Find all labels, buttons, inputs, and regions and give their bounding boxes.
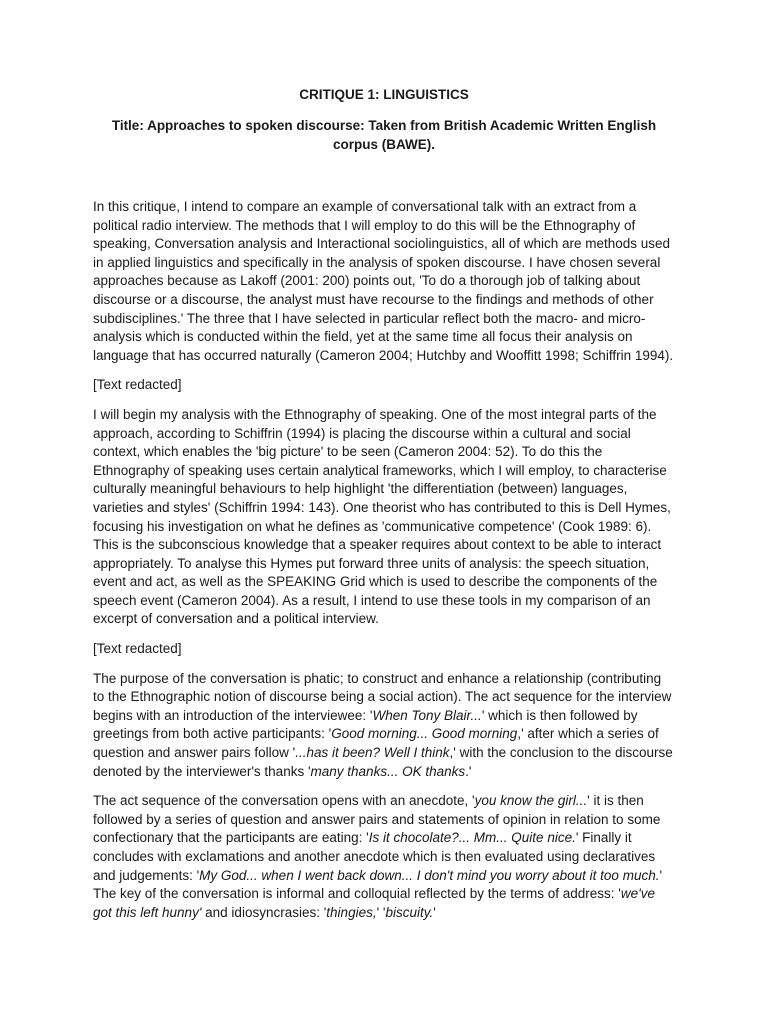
quote-italic: My God... when I went back down... I don't mind you worry about it too much.: [199, 867, 660, 883]
quote-italic: When Tony Blair...: [372, 707, 482, 723]
text-run: ' The key of the conversation is informal and colloquial reflected by the terms of address: ': [93, 867, 663, 902]
text-run: ' which is then followed by greetings from both active participants: ': [93, 707, 638, 742]
redacted-notice: [Text redacted]: [93, 641, 182, 657]
quote-italic: Is it chocolate?... Mm... Quite nice.: [368, 830, 576, 846]
text-run: ,' with the conclusion to the discourse denoted by the interviewer's thanks ': [93, 745, 673, 779]
text-run: The act sequence of the conversation opens with an anecdote, ': [93, 793, 475, 809]
text-run: ': [433, 904, 436, 920]
paragraph-interview-act-sequence: [93, 670, 675, 782]
text-run: ' it is then followed by a series of question and answer pairs and statements of opinion in relation to some confectionary that the participants are eating: ': [93, 793, 661, 846]
document-title: Title: Approaches to spoken discourse: Taken from British Academic Written English corpus (BAWE).: [111, 118, 657, 152]
paragraph-conversation-act-sequence: [93, 792, 675, 922]
text-run: ,' after which a series of question and answer pairs follow ': [93, 726, 659, 761]
redacted-notice: [Text redacted]: [93, 377, 182, 393]
document-heading: CRITIQUE 1: LINGUISTICS: [299, 87, 469, 102]
paragraph-ethnography: I will begin my analysis with the Ethnography of speaking. One of the most integral parts of the approach, according to Schiffrin (1994) is placing the discourse within a cultural and social context, which enables the 'big picture' to be seen (Cameron 2004: 52). To do this the Ethnography of speaking uses certain analytical frameworks, which I will employ, to characterise culturally meaningful behaviours to help highlight 'the differentiation (between) languages, varieties and styles' (Schiffrin 1994: 143). One theorist who has contributed to this is Dell Hymes, focusing his investigation on what he defines as 'communicative competence' (Cook 1989: 6). This is the subconscious knowledge that a speaker requires about context to be able to interact appropriately. To analyse this Hymes put forward three units of analysis: the speech situation, event and act, as well as the SPEAKING Grid which is used to describe the components of the speech event (Cameron 2004). As a result, I intend to use these tools in my comparison of an excerpt of conversation and a political interview.: [93, 406, 671, 627]
text-run: and idiosyncrasies: ': [201, 904, 327, 920]
document-body: [93, 198, 675, 933]
quote-italic: ...has it been? Well I think: [295, 745, 450, 761]
text-run: .': [465, 763, 472, 779]
quote-italic: we've got this left hunny': [93, 886, 655, 920]
quote-italic: you know the girl...: [474, 793, 588, 809]
quote-italic: many thanks... OK thanks: [310, 763, 466, 779]
text-run: ' ': [376, 904, 386, 920]
quote-italic: thingies,: [326, 904, 377, 920]
quote-italic: Good morning... Good morning: [331, 726, 518, 742]
text-run: ' Finally it concludes with exclamations and another anecdote which is then evaluated using declaratives and judgements: ': [93, 830, 656, 883]
quote-italic: biscuity.: [385, 904, 434, 920]
text-run: The purpose of the conversation is phatic; to construct and enhance a relationship (contributing to the Ethnographic notion of discourse being a social action). The act sequence for the interview begins with an introduction of the interviewee: ': [93, 670, 672, 723]
paragraph-intro: In this critique, I intend to compare an example of conversational talk with an extract from a political radio interview. The methods that I will employ to do this will be the Ethnography of speaking, Conversation analysis and Interactional sociolinguistics, all of which are methods used in applied linguistics and specifically in the analysis of spoken discourse. I have chosen several approaches because as Lakoff (2001: 200) points out, 'To do a thorough job of talking about discourse or a discourse, the analyst must have recourse to the findings and methods of other subdisciplines.' The three that I have selected in particular reflect both the macro- and micro-analysis which is conducted within the field, yet at the same time all focus their analysis on language that has occurred naturally (Cameron 2004; Hutchby and Wooffitt 1998; Schiffrin 1994).: [93, 199, 674, 363]
